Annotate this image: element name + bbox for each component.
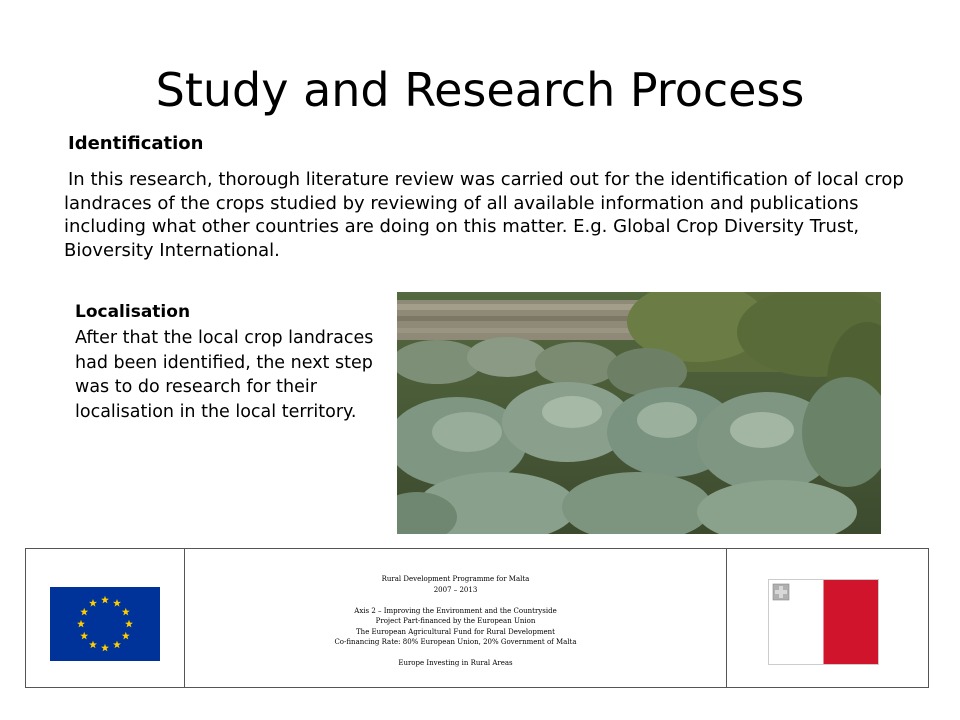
- funding-text: [185, 549, 727, 687]
- footer-line-slogan: Europe Investing in Rural Areas: [398, 659, 513, 667]
- slide-title: Study and Research Process: [155, 63, 805, 117]
- footer-line-years: 2007 – 2013: [433, 585, 478, 594]
- malta-flag-icon: [768, 579, 879, 665]
- footer-spacer: [185, 648, 726, 659]
- localisation-heading: Localisation: [75, 302, 191, 322]
- footer-line-fund: The European Agricultural Fund for Rural Development: [356, 627, 555, 636]
- identification-text: In this research, thorough literature review was carried out for the identification of local crop landraces of the crops studied by reviewing of all available information and publications including what other countries are doing on this matter. E.g. Global Crop Diversity Trust, Bioversity International.: [64, 169, 904, 261]
- identification-heading: Identification: [68, 133, 204, 154]
- footer-line-axis: Axis 2 – Improving the Environment and the Countryside: [354, 606, 557, 615]
- footer-line-project: Project Part-financed by the European Union: [375, 617, 536, 625]
- eu-flag-cell: [26, 549, 185, 687]
- localisation-text: After that the local crop landraces had been identified, the next step was to do research for their localisation in the local territory.: [75, 328, 374, 422]
- eu-flag-icon: [50, 587, 160, 661]
- cauliflower-field-photo: [397, 292, 881, 534]
- footer-spacer: [185, 595, 726, 606]
- funding-footer: [25, 548, 929, 688]
- footer-line-programme: Rural Development Programme for Malta: [381, 575, 530, 583]
- footer-line-rate: Co-financing Rate: 80% European Union, 20% Government of Malta: [334, 638, 577, 646]
- malta-flag-cell: [727, 549, 928, 687]
